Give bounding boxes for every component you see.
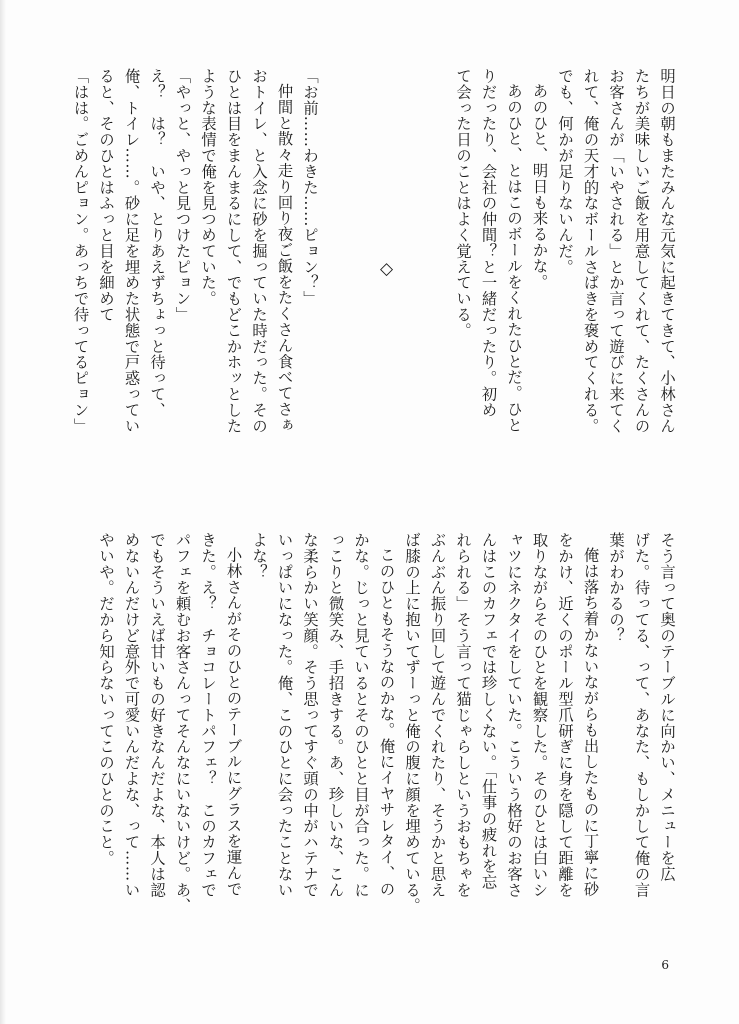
- text-column: ば膝の上に抱いてずーっと俺の腹に顔を埋めている。: [403, 532, 421, 914]
- text-column: よな？: [250, 532, 268, 580]
- text-column: パフェを頼むお客さんってそんなにいないけど。あ、: [173, 532, 192, 914]
- text-column: [399, 68, 425, 470]
- text-column: あのひと、とはこのボールをくれたひとだ。ひと: [505, 83, 523, 434]
- text-column: [322, 68, 348, 470]
- page-edge-shadow: [0, 0, 6, 1024]
- text-column: [424, 68, 450, 470]
- text-column: たちが美味しいご飯を用意してくれて、たくさんの: [632, 68, 651, 434]
- text-column: 俺、トイレ……。砂に足を埋めた状態で戸惑ってい: [122, 68, 141, 434]
- text-column: お客さんが「いやされる」とか言って遊びに来てく: [607, 68, 625, 434]
- text-column: めないんだけど意外で可愛いんだよな、って……い: [122, 532, 141, 898]
- text-column: そう言って奥のテーブルに向かい、メニューを広: [658, 532, 676, 882]
- text-column: 俺は落ち着かないながらも出したものに丁寧に砂: [581, 547, 600, 898]
- text-column: げた。待ってる、って、あなた、もしかして俺の言: [632, 532, 651, 898]
- text-column: んはこのカフェでは珍しくない。「仕事の疲れを忘: [479, 532, 498, 891]
- section-break-diamond: ◇: [376, 258, 397, 280]
- text-block-bottom: [93, 532, 680, 934]
- text-column: ような表情で俺を見つめていた。: [199, 68, 217, 307]
- text-column: れられる」そう言って猫じゃらしというおもちゃを: [454, 532, 472, 898]
- text-column: [348, 68, 374, 470]
- text-column: 「はは。ごめんピョン。あっちで待ってるピョン」: [71, 68, 90, 434]
- text-column: いっぱいになった。俺、このひとに会ったことない: [275, 532, 294, 898]
- page-number: 6: [661, 958, 669, 972]
- text-column: でもそういえば甘いもの好きなんだよな、本人は認: [148, 532, 166, 898]
- text-column: 小林さんがそのひとのテーブルにグラスを運んで: [224, 547, 243, 898]
- text-column: 取りながらそのひとを観察した。そのひとは白いシ: [530, 532, 549, 898]
- text-column: ャツにネクタイをしていた。こういう格好のお客さ: [505, 532, 523, 898]
- text-column: な柔らかい笑顔。そう思ってすぐ頭の中がハテナで: [301, 532, 319, 898]
- text-column: りだったり、会社の仲間？と一緒だったり。初め: [479, 68, 498, 418]
- text-column: 葉がわかるの？: [607, 532, 625, 644]
- text-column: ぶんぶん振り回して遊んでくれたり、そうかと思え: [428, 532, 447, 898]
- text-column: でも、何かが足りないんだ。: [556, 68, 574, 275]
- text-block-top: [67, 68, 679, 470]
- text-column: やいや。だから知らないってこのひとのこと。: [97, 532, 115, 866]
- text-column: ひとは目をまんまるにして、でもどこかホッとした: [224, 68, 243, 434]
- text-column: おトイレ、と入念に砂を掘っていた時だった。その: [250, 68, 268, 434]
- text-column: て会った日のことはよく覚えている。: [454, 68, 472, 339]
- text-column: っこりと微笑み、手招きする。あ、珍しいな、こん: [326, 532, 345, 898]
- text-column: きた。え？ チョコレートパフェ？ このカフェで: [199, 532, 217, 898]
- text-column: をかけ、近くのポール型爪研ぎに身を隠して距離を: [556, 532, 574, 898]
- text-column: このひともそうなのかな。俺にイヤサレタイ、の: [377, 547, 396, 898]
- text-column: 「やっと、やっと見つけたピョン」: [173, 68, 192, 323]
- text-column: あのひと、明日も来るかな。: [530, 83, 549, 290]
- text-column: かな。じっと見ているとそのひとと目が合った。に: [352, 532, 370, 898]
- text-column: 明日の朝もまたみんな元気に起きてきて、小林さん: [658, 68, 676, 434]
- text-column: 「お前……わきた……ピョン？」: [301, 68, 319, 307]
- text-column: ると、そのひとはふっと目を細めて: [97, 68, 115, 323]
- text-column: え？ は？ いや、とりあえずちょっと待って、: [148, 68, 166, 418]
- text-column: 仲間と散々走り回り夜ご飯をたくさん食べてさぁ: [275, 83, 294, 434]
- text-column: れて、俺の天才的なボールさばきを褒めてくれる。: [581, 68, 600, 434]
